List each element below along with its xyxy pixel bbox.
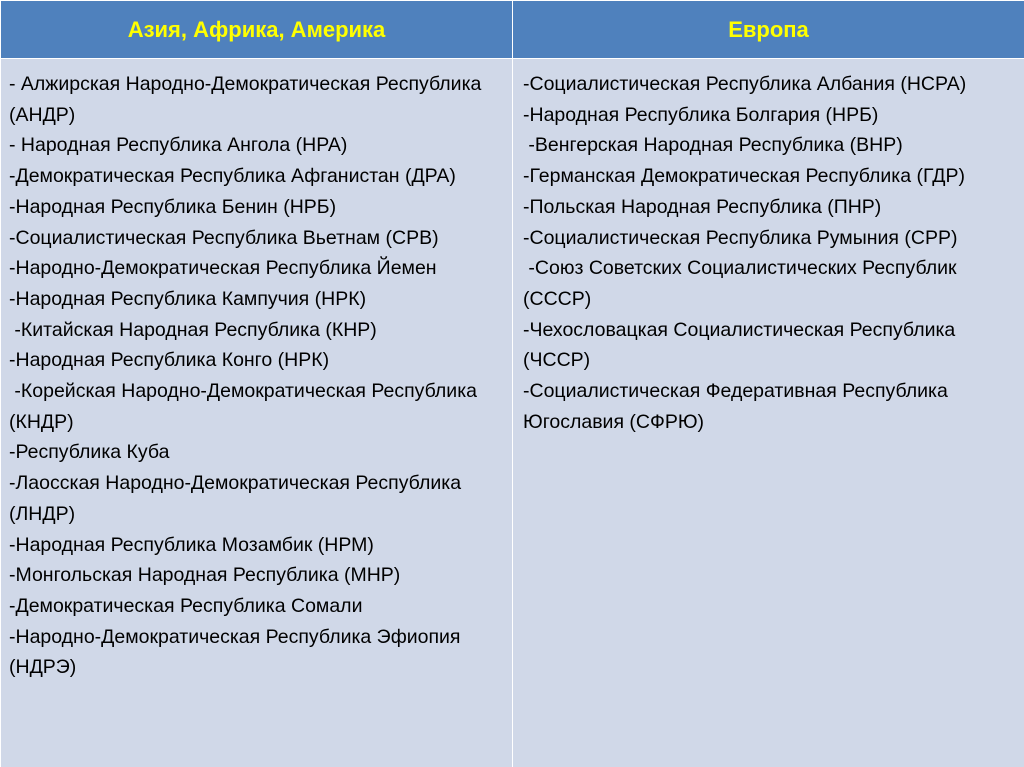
country-entry: -Народная Республика Конго (НРК): [9, 349, 330, 372]
country-entry: -Социалистическая Республика Вьетнам (СРВ): [9, 226, 439, 249]
country-entry: -Социалистическая Республика Румыния (СРР): [523, 226, 958, 249]
country-entry: -Республика Куба: [9, 441, 170, 464]
country-entry: - Алжирская Народно-Демократическая Республика (АНДР): [9, 73, 487, 126]
country-entry: -Лаосская Народно-Демократическая Республика (ЛНДР): [9, 472, 467, 525]
country-entry: -Демократическая Республика Афганистан (ДРА): [9, 165, 456, 188]
country-entry: -Народная Республика Мозамбик (НРМ): [9, 533, 374, 556]
header-row: [1, 1, 1024, 59]
country-entry: -Народная Республика Болгария (НРБ): [523, 103, 879, 126]
country-entry: - Народная Республика Ангола (НРА): [9, 134, 348, 157]
country-entry: -Народная Республика Кампучия (НРК): [9, 287, 367, 310]
header-asia-africa-america: Азия, Африка, Америка: [1, 1, 513, 59]
europe-cell: [513, 59, 1024, 767]
country-entry: -Германская Демократическая Республика (ГДР): [523, 165, 965, 188]
country-entry: -Социалистическая Республика Албания (НСРА): [523, 73, 967, 95]
country-entry: -Народно-Демократическая Республика Эфиопия (НДРЭ): [9, 625, 466, 679]
country-entry: -Народная Республика Бенин (НРБ): [9, 195, 337, 218]
country-entry: -Демократическая Республика Сомали: [9, 594, 363, 617]
country-entry: -Венгерская Народная Республика (ВНР): [523, 134, 903, 157]
country-entry: -Китайская Народная Республика (КНР): [9, 318, 377, 341]
asia-africa-america-cell: [1, 59, 513, 767]
country-entry: -Социалистическая Федеративная Республика Югославия (СФРЮ): [523, 380, 954, 433]
body-row: [1, 59, 1024, 767]
country-entry: -Корейская Народно-Демократическая Республика (КНДР): [9, 380, 483, 433]
country-entry: -Чехословацкая Социалистическая Республика (ЧССР): [523, 318, 961, 372]
country-entry: -Народно-Демократическая Республика Йемен: [9, 257, 437, 280]
header-europe: Европа: [513, 1, 1024, 59]
country-entry: -Польская Народная Республика (ПНР): [523, 195, 882, 218]
country-entry: -Монгольская Народная Республика (МНР): [9, 564, 401, 587]
country-entry: -Союз Советских Социалистических Республик (СССР): [523, 257, 962, 310]
